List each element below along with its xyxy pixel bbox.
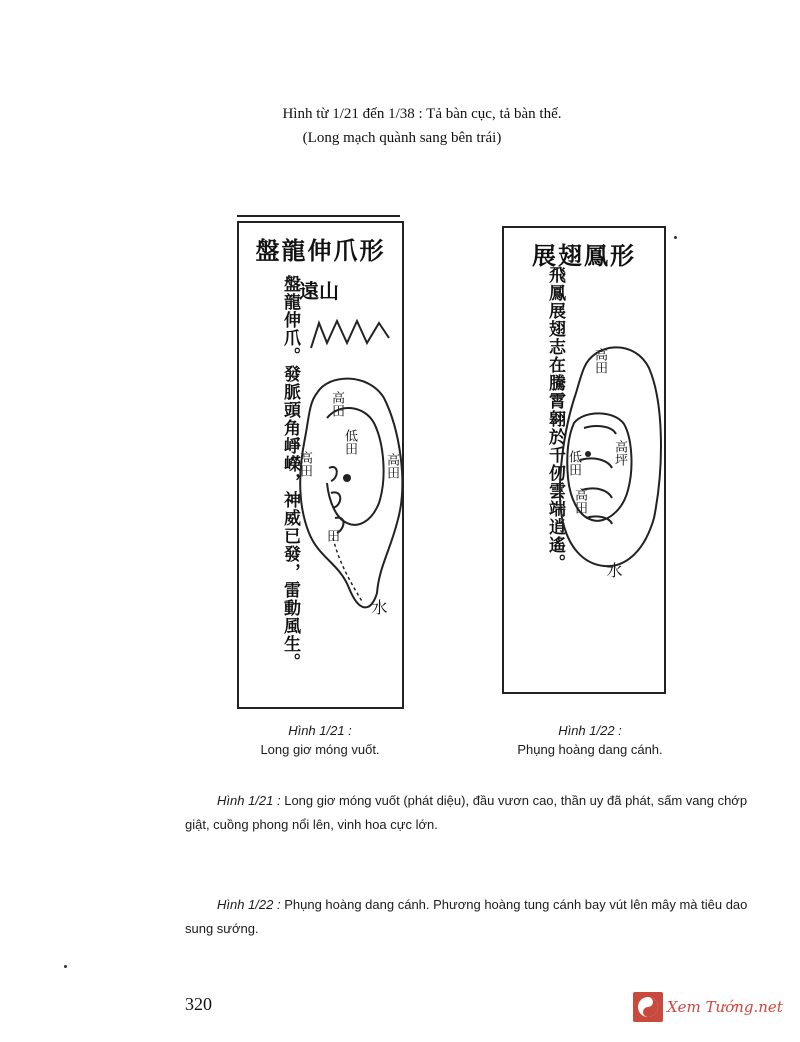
plate-top-rule: [237, 215, 400, 217]
scan-speck: [674, 236, 677, 239]
description-paragraph: [185, 789, 755, 837]
field-label: 高田: [592, 348, 607, 374]
paragraph-text: Long giơ móng vuốt (phát diệu), đầu vươn cao, thần uy đã phát, sấm vang chớp giật, cuồng phong nổi lên, vinh hoa cực lớn.: [185, 793, 748, 832]
figure-caption: [500, 721, 680, 759]
page-subheading: (Long mạch quành sang bên trái): [302, 130, 502, 146]
figure-caption: [240, 721, 400, 759]
figure-plate-phoenix: [502, 226, 666, 694]
scan-speck: [64, 965, 67, 968]
field-label: 高田: [384, 453, 399, 479]
outer-ridge: [560, 347, 661, 566]
fold-lines: [580, 426, 616, 524]
field-label: 低田: [342, 429, 357, 455]
field-label: 田: [324, 529, 339, 542]
paragraph-lead: Hình 1/21 :: [217, 793, 281, 808]
field-label: 高坪: [612, 440, 627, 466]
mountain-label: 遠山: [299, 279, 339, 303]
plate-title: 盤龍伸爪形: [255, 237, 386, 265]
caption-text: Long giơ móng vuốt.: [260, 742, 380, 757]
watermark-text: Xem Tướng.net: [667, 998, 783, 1016]
figure-plate-dragon: [237, 221, 404, 709]
spot-marker: [343, 474, 351, 482]
watermark-logo: [633, 990, 793, 1024]
description-paragraph: [185, 893, 755, 941]
terrain-drawing: [239, 223, 402, 707]
water-label: 水: [369, 599, 388, 615]
plate-verse: 盤龍伸爪。發脈頭角崢嶸，神威已發，雷動風生。: [280, 275, 300, 671]
paragraph-text: Phụng hoàng dang cánh. Phương hoàng tung cánh bay vút lên mây mà tiêu dao sung sướng.: [185, 897, 748, 936]
caption-text: Phụng hoàng dang cánh.: [517, 742, 663, 757]
outer-ridge: [300, 379, 402, 608]
field-label: 高田: [329, 391, 344, 417]
field-label: 高田: [572, 488, 587, 514]
yin-yang-icon: [633, 992, 663, 1022]
caption-number: Hình 1/22 :: [558, 723, 622, 738]
spot-marker: [585, 451, 591, 457]
field-label: 低田: [566, 450, 581, 476]
paragraph-lead: Hình 1/22 :: [217, 897, 281, 912]
mountain-peaks: [311, 321, 389, 348]
page-heading: Hình từ 1/21 đến 1/38 : Tả bàn cục, tả bàn thế.: [282, 106, 562, 122]
plate-title: 展翅鳳形: [532, 242, 636, 270]
terrain-drawing: [504, 228, 664, 692]
field-label: 高田: [297, 451, 312, 477]
caption-number: Hình 1/21 :: [288, 723, 352, 738]
water-label: 水: [604, 562, 623, 578]
page-number: 320: [185, 994, 212, 1014]
plate-verse: 飛鳳展翅志在騰霄翱於千仞雲端逍遙。: [545, 266, 565, 572]
inner-ridge: [567, 413, 631, 520]
